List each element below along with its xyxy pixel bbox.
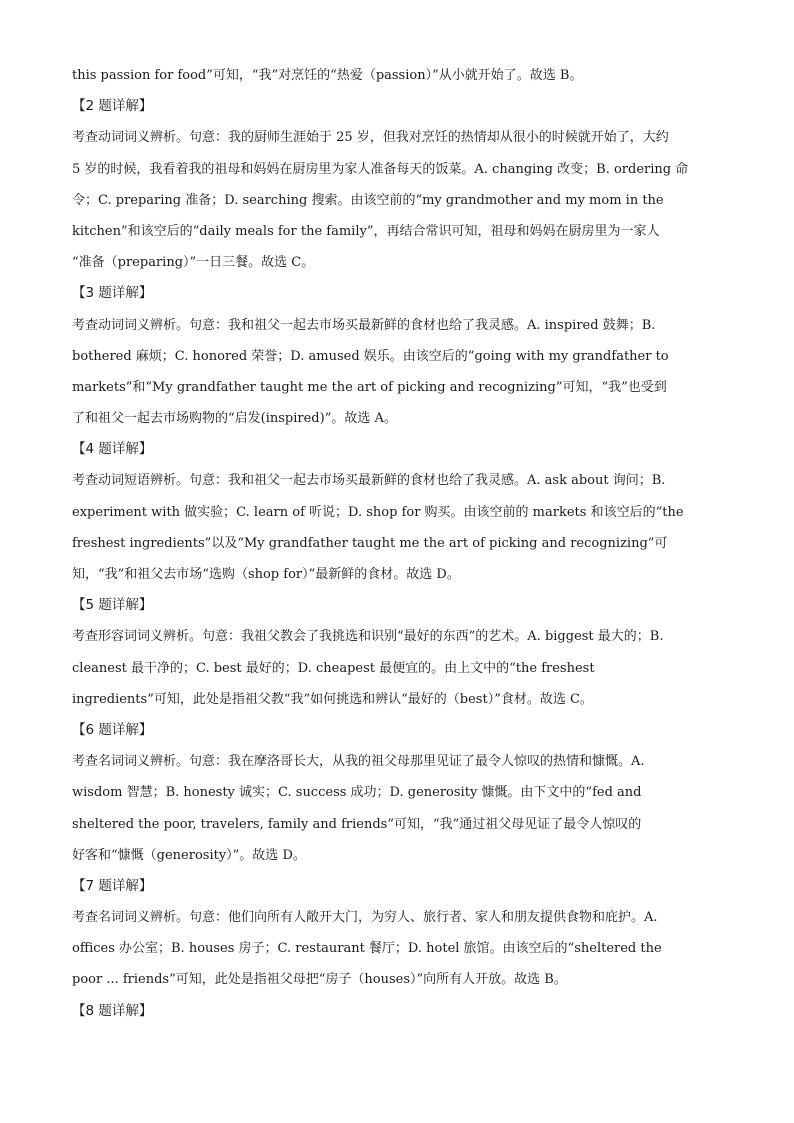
section-2-line: 5 岁的时候，我看着我的祖母和妈妈在厨房里为家人准备每天的饭菜。A. changing 改变；B. ordering 命 [72, 161, 689, 177]
section-4-line: experiment with 做实验；C. learn of 听说；D. shop for 购买。由该空前的 markets 和该空后的“the [72, 504, 684, 520]
section-6-line: 好客和“慷慨（generosity）”。故选 D。 [72, 847, 306, 863]
section-heading-4: 【4 题详解】 [72, 441, 153, 458]
section-4-line: freshest ingredients”以及“My grandfather taught me the art of picking and recognizing”可 [72, 535, 668, 551]
section-7-line: 考查名词词义辨析。句意：他们向所有人敞开大门，为穷人、旅行者、家人和朋友提供食物和庇护。A. [72, 910, 658, 926]
section-7-line: poor ... friends”可知，此处是指祖父母把“房子（houses）”向所有人开放。故选 B。 [72, 972, 567, 988]
section-7-line: offices 办公室；B. houses 房子；C. restaurant 餐厅；D. hotel 旅馆。由该空后的“sheltered the [72, 941, 662, 957]
section-heading-6: 【6 题详解】 [72, 721, 153, 738]
section-heading-5: 【5 题详解】 [72, 597, 153, 614]
section-5-line: ingredients”可知，此处是指祖父教“我”如何挑选和辨认“最好的（best）”食材。故选 C。 [72, 691, 593, 707]
section-6-line: wisdom 智慧；B. honesty 诚实；C. success 成功；D. generosity 慷慨。由下文中的“fed and [72, 785, 642, 801]
section-3-line: 了和祖父一起去市场购物的“启发(inspired)”。故选 A。 [72, 411, 397, 427]
section-6-line: sheltered the poor, travelers, family and friends”可知，“我”通过祖父母见证了最令人惊叹的 [72, 816, 642, 832]
section-4-line: 考查动词短语辨析。句意：我和祖父一起去市场买最新鲜的食材也给了我灵感。A. ask about 询问；B. [72, 473, 666, 489]
section-3-line: bothered 麻烦；C. honored 荣誉；D. amused 娱乐。由该空后的“going with my grandfather to [72, 348, 669, 364]
section-3-line: 考查动词词义辨析。句意：我和祖父一起去市场买最新鲜的食材也给了我灵感。A. inspired 鼓舞；B. [72, 317, 656, 333]
section-2-line: kitchen”和该空后的“daily meals for the family”，再结合常识可知，祖母和妈妈在厨房里为一家人 [72, 223, 660, 239]
section-5-line: cleanest 最干净的；C. best 最好的；D. cheapest 最便宜的。由上文中的“the freshest [72, 660, 595, 676]
section-heading-3: 【3 题详解】 [72, 285, 153, 302]
section-3-line: markets”和“My grandfather taught me the art of picking and recognizing”可知，“我”也受到 [72, 379, 667, 395]
section-heading-2: 【2 题详解】 [72, 98, 153, 115]
section-2-line: 令；C. preparing 准备；D. searching 搜索。由该空前的“my grandmother and my mom in the [72, 192, 664, 208]
section-2-line: “准备（preparing）”一日三餐。故选 C。 [72, 255, 315, 271]
document-page [72, 60, 724, 1027]
section-2-line: 考查动词词义辨析。句意：我的厨师生涯始于 25 岁，但我对烹饪的热情却从很小的时候就开始了，大约 [72, 130, 669, 146]
section-5-line: 考查形容词词义辨析。句意：我祖父教会了我挑选和识别“最好的东西”的艺术。A. biggest 最大的；B. [72, 629, 664, 645]
section-6-line: 考查名词词义辨析。句意：我在摩洛哥长大，从我的祖父母那里见证了最令人惊叹的热情和慷慨。A. [72, 754, 645, 770]
section-heading-7: 【7 题详解】 [72, 877, 153, 894]
section-heading-8: 【8 题详解】 [72, 1002, 153, 1019]
section-4-line: 知，“我”和祖父去市场“选购（shop for）”最新鲜的食材。故选 D。 [72, 567, 460, 582]
intro-line: this passion for food”可知，“我”对烹饪的“热爱（passion）”从小就开始了。故选 B。 [72, 68, 583, 83]
